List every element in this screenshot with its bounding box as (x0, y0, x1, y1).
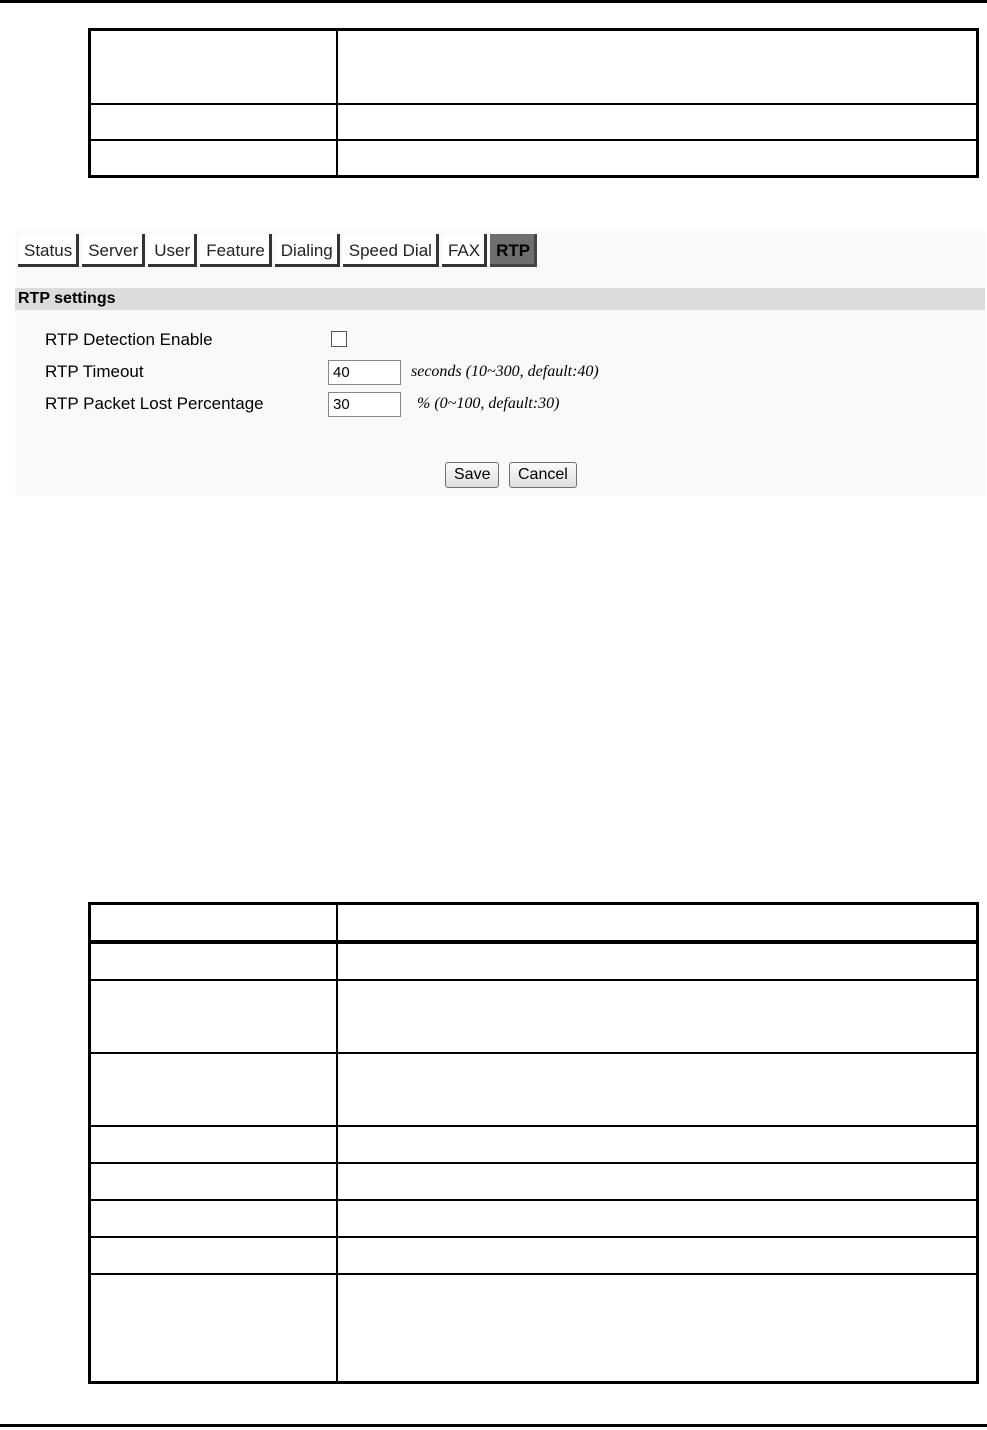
rtp-settings-panel (15, 230, 985, 496)
table-row (90, 1163, 978, 1200)
rtp-timeout-input[interactable] (328, 360, 401, 385)
tab-rtp[interactable]: RTP (490, 234, 537, 267)
table-row (90, 30, 978, 105)
cancel-button[interactable]: Cancel (509, 462, 577, 488)
rtp-packet-lost-label: RTP Packet Lost Percentage (45, 394, 264, 413)
rtp-detection-label: RTP Detection Enable (45, 330, 213, 349)
table-row (90, 980, 978, 1053)
tab-status[interactable]: Status (18, 234, 79, 267)
table-row (90, 1126, 978, 1163)
tab-user[interactable]: User (148, 234, 197, 267)
rtp-timeout-hint: seconds (10~300, default:40) (411, 363, 599, 380)
top-rule (0, 0, 987, 3)
rtp-packet-lost-hint: % (0~100, default:30) (417, 395, 560, 412)
table-row (90, 1053, 978, 1126)
top-table (88, 28, 979, 178)
table-row (90, 104, 978, 140)
tab-bar (18, 234, 540, 267)
tab-dialing[interactable]: Dialing (275, 234, 340, 267)
bottom-rule (0, 1424, 987, 1427)
tab-feature[interactable]: Feature (200, 234, 272, 267)
rtp-detection-checkbox[interactable] (331, 331, 347, 347)
table-row (90, 904, 978, 943)
rtp-detection-row (45, 327, 347, 353)
rtp-packet-lost-row (45, 391, 559, 417)
table-row (90, 140, 978, 177)
table-row (90, 1237, 978, 1274)
rtp-timeout-row (45, 359, 599, 385)
bottom-table (88, 902, 979, 1384)
tab-server[interactable]: Server (82, 234, 145, 267)
save-button[interactable]: Save (445, 462, 499, 488)
tab-fax[interactable]: FAX (442, 234, 487, 267)
table-row (90, 942, 978, 980)
rtp-timeout-label: RTP Timeout (45, 362, 144, 381)
section-title: RTP settings (15, 288, 985, 310)
rtp-packet-lost-input[interactable] (328, 392, 401, 417)
table-row (90, 1200, 978, 1237)
table-row (90, 1274, 978, 1383)
tab-speed-dial[interactable]: Speed Dial (343, 234, 439, 267)
